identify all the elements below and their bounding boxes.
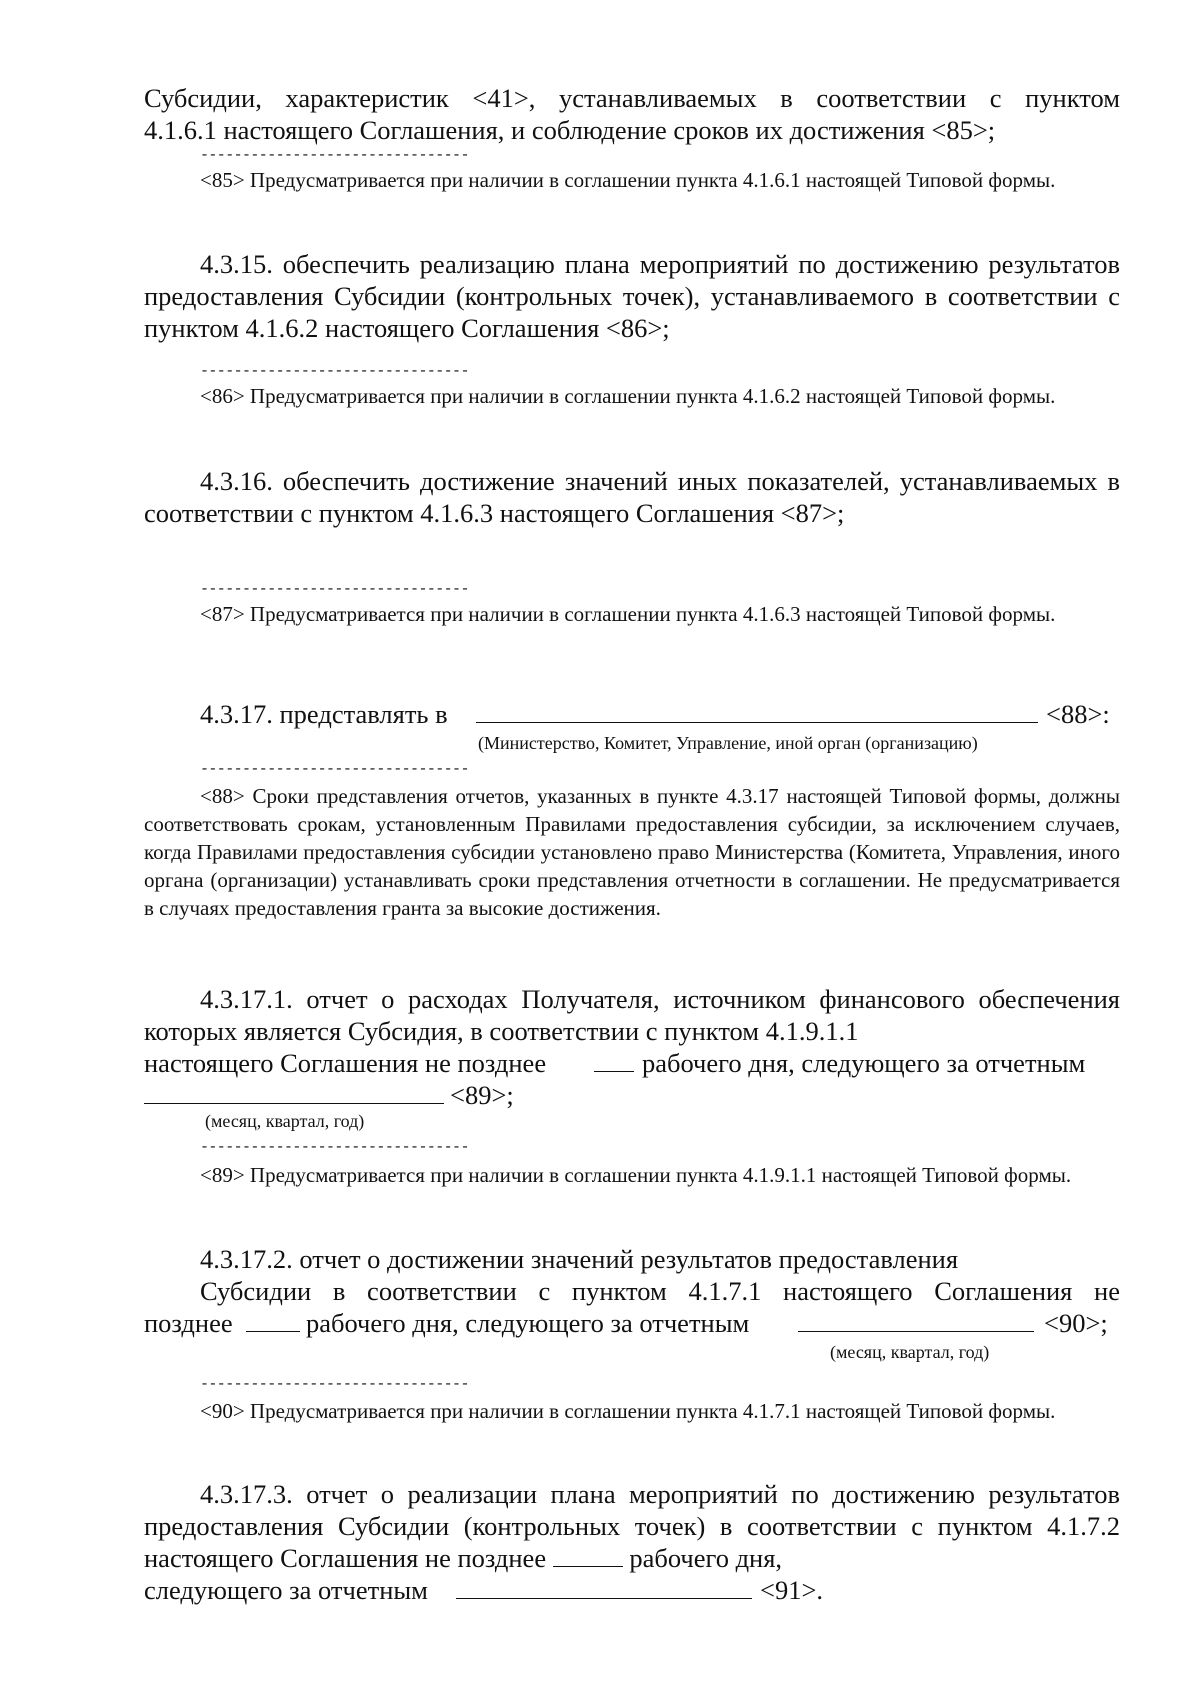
paragraph-4-3-17-prefix: 4.3.17. представлять в bbox=[200, 699, 448, 729]
paragraph-4-3-17-2-suffix: <90>; bbox=[1044, 1308, 1108, 1338]
paragraph-4-3-16: 4.3.16. обеспечить достижение значений иных показателей, устанавливаемых в соответствии с пунктом 4.1.6.3 настоящего Соглашения <87>; bbox=[144, 466, 1120, 528]
footnote-90: <90> Предусматривается при наличии в соглашении пункта 4.1.7.1 настоящей Типовой формы. bbox=[200, 1399, 1056, 1423]
footnote-separator: -------------------------------- bbox=[200, 1376, 469, 1393]
period-blank bbox=[144, 1079, 444, 1104]
working-day-blank bbox=[553, 1542, 623, 1567]
paragraph-4-3-15: 4.3.15. обеспечить реализацию плана мероприятий по достижению результатов предоставления Субсидии (контрольных точек), устанавливаемого в соответствии с пунктом 4.1.6.2 настоящего Соглашения <86>; bbox=[144, 249, 1120, 343]
paragraph-4-3-17-3 bbox=[144, 1478, 1120, 1574]
intro-line-2: 4.1.6.1 настоящего Соглашения, и соблюдение сроков их достижения <85>; bbox=[144, 115, 996, 145]
footnote-88: <88> Сроки представления отчетов, указанных в пункте 4.3.17 настоящей Типовой формы, должны соответствовать срокам, установленным Правилами предоставления субсидии, за исключением случаев, когда Правилами предоставления субсидии установлено право Министерства (Комитета, Управления, иного органа (организации) устанавливать сроки представления отчетности в соглашении. Не предусматривается в случаях предоставления гранта за высокие достижения. bbox=[144, 784, 1120, 920]
paragraph-4-3-17-3-text: 4.3.17.3. отчет о реализации плана мероприятий по достижению результатов предоставления Субсидии (контрольных точек) в соответствии с пунктом 4.1.7.2 настоящего Соглашения не позднее bbox=[144, 1479, 1120, 1573]
footnote-89: <89> Предусматривается при наличии в соглашении пункта 4.1.9.1.1 настоящей Типовой формы. bbox=[200, 1163, 1072, 1187]
period-blank bbox=[798, 1307, 1034, 1332]
paragraph-4-3-17-2-line3b: рабочего дня, следующего за отчетным bbox=[306, 1308, 750, 1338]
paragraph-4-3-17-3-line4a: следующего за отчетным bbox=[144, 1575, 428, 1605]
paragraph-4-3-17-suffix: <88>: bbox=[1046, 699, 1110, 729]
period-caption: (месяц, квартал, год) bbox=[830, 1342, 990, 1362]
paragraph-4-3-17-1-suffix: <89>; bbox=[450, 1080, 514, 1110]
paragraph-4-3-17-2-line1: 4.3.17.2. отчет о достижении значений результатов предоставления bbox=[200, 1244, 959, 1274]
footnote-separator: -------------------------------- bbox=[200, 1139, 469, 1156]
paragraph-4-3-17-1: 4.3.17.1. отчет о расходах Получателя, источником финансового обеспечения которых является Субсидия, в соответствии с пунктом 4.1.9.1.1 bbox=[144, 984, 1120, 1046]
working-day-blank bbox=[594, 1047, 634, 1072]
footnote-separator: -------------------------------- bbox=[200, 363, 469, 380]
paragraph-4-3-17-1-line3a: настоящего Соглашения не позднее bbox=[144, 1048, 547, 1078]
working-day-blank bbox=[246, 1307, 300, 1332]
footnote-86: <86> Предусматривается при наличии в соглашении пункта 4.1.6.2 настоящей Типовой формы. bbox=[200, 384, 1056, 408]
footnote-85: <85> Предусматривается при наличии в соглашении пункта 4.1.6.1 настоящей Типовой формы. bbox=[200, 168, 1056, 192]
footnote-separator: -------------------------------- bbox=[200, 581, 469, 598]
period-caption: (месяц, квартал, год) bbox=[205, 1111, 365, 1131]
paragraph-4-3-17-3-suffix: <91>. bbox=[760, 1575, 824, 1605]
period-blank bbox=[456, 1574, 752, 1599]
footnote-87: <87> Предусматривается при наличии в соглашении пункта 4.1.6.3 настоящей Типовой формы. bbox=[200, 602, 1056, 626]
paragraph-4-3-17-2-line3a: позднее bbox=[144, 1308, 233, 1338]
footnote-separator: -------------------------------- bbox=[200, 761, 469, 778]
authority-caption: (Министерство, Комитет, Управление, иной орган (организацию) bbox=[478, 733, 978, 753]
paragraph-4-3-17-2-line2: Субсидии в соответствии с пунктом 4.1.7.1 настоящего Соглашения не bbox=[200, 1276, 1120, 1306]
paragraph-4-3-17-3-after-blank: рабочего дня, bbox=[629, 1543, 783, 1573]
authority-blank bbox=[476, 698, 1038, 723]
footnote-separator: -------------------------------- bbox=[200, 147, 469, 164]
intro-line-1: Субсидии, характеристик <41>, устанавливаемых в соответствии с пунктом bbox=[144, 83, 1120, 113]
paragraph-4-3-17-1-line3b: рабочего дня, следующего за отчетным bbox=[642, 1048, 1086, 1078]
